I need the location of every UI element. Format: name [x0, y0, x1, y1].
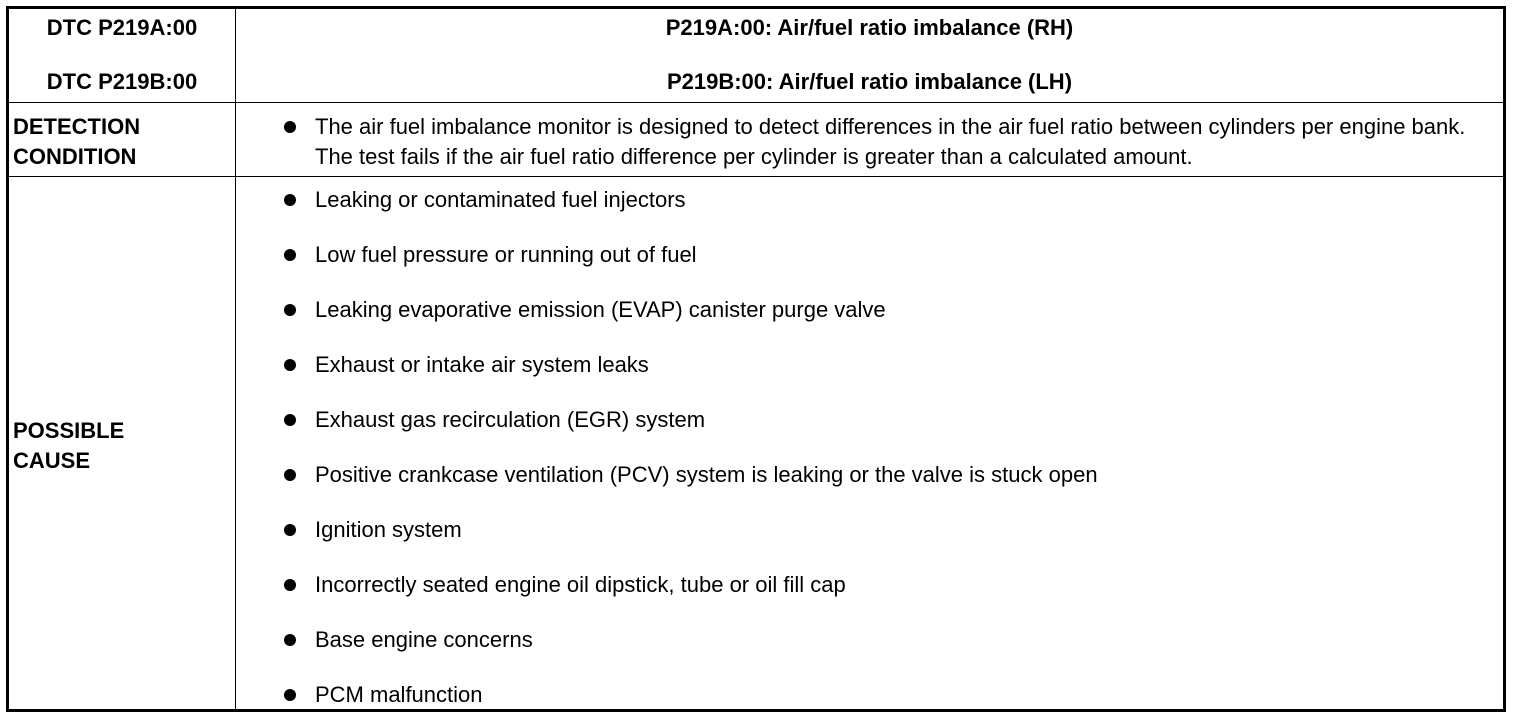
possible-cause-item: Exhaust gas recirculation (EGR) system [315, 407, 706, 432]
bullet-dot-icon [284, 249, 296, 261]
bullet-dot-icon [284, 469, 296, 481]
possible-cause-item: Incorrectly seated engine oil dipstick, tube or oil fill cap [315, 572, 846, 597]
dtc-a-code: DTC P219A:00 [46, 15, 198, 40]
possible-cause-item: PCM malfunction [315, 682, 483, 707]
column-divider [235, 9, 236, 709]
bullet-dot-icon [284, 524, 296, 536]
dtc-b-title: P219B:00: Air/fuel ratio imbalance (LH) [666, 69, 1073, 94]
possible-cause-item: Leaking evaporative emission (EVAP) canister purge valve [315, 297, 886, 322]
dtc-table [6, 6, 1506, 712]
row-divider-detection [9, 176, 1503, 177]
possible-cause-item: Positive crankcase ventilation (PCV) system is leaking or the valve is stuck open [315, 462, 1098, 487]
bullet-dot-icon [284, 304, 296, 316]
possible-cause-item: Ignition system [315, 517, 462, 542]
possible-cause-item: Exhaust or intake air system leaks [315, 352, 649, 377]
bullet-dot-icon [284, 634, 296, 646]
possible-cause-label: POSSIBLE CAUSE [13, 418, 125, 473]
bullet-dot-icon [284, 689, 296, 701]
possible-cause-item: Base engine concerns [315, 627, 533, 652]
bullet-dot-icon [284, 121, 296, 133]
bullet-dot-icon [284, 414, 296, 426]
possible-cause-item: Low fuel pressure or running out of fuel [315, 242, 697, 267]
bullet-dot-icon [284, 359, 296, 371]
bullet-dot-icon [284, 194, 296, 206]
row-divider-header [9, 102, 1503, 103]
possible-cause-item: Leaking or contaminated fuel injectors [315, 187, 686, 212]
dtc-b-code: DTC P219B:00 [46, 69, 198, 94]
bullet-dot-icon [284, 579, 296, 591]
dtc-a-title: P219A:00: Air/fuel ratio imbalance (RH) [665, 15, 1074, 40]
detection-condition-text: The air fuel imbalance monitor is designed to detect differences in the air fuel ratio between cylinders per engine bank. The test fails if the air fuel ratio difference per cylinder is greater than a calculated amount. [315, 114, 1466, 169]
detection-condition-label: DETECTION CONDITION [13, 114, 141, 169]
